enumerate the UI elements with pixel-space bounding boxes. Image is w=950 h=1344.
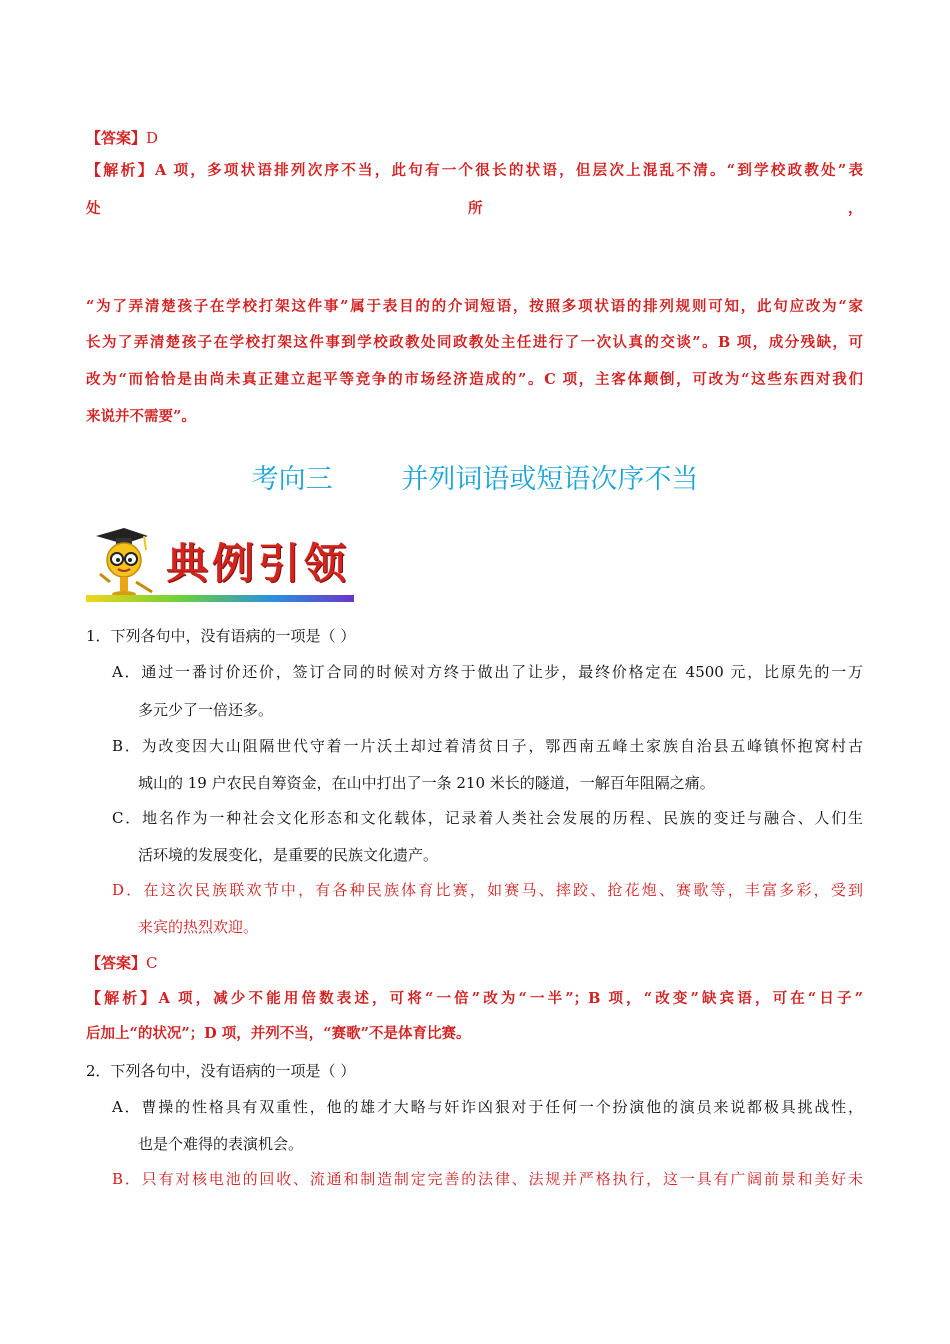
- q1-option-a-line1: A．通过一番讨价还价，签订合同的时候对方终于做出了让步，最终价格定在 4500 元，比原先的一万: [112, 663, 863, 681]
- q1-option-c-line1: C．地名作为一种社会文化形态和文化载体，记录着人类社会发展的历程、民族的变迁与融合、人们生: [112, 809, 863, 827]
- q1-option-b-line1: B．为改变因大山阻隔世代守着一片沃土却过着清贫日子，鄂西南五峰土家族自治县五峰镇怀抱窝村古: [112, 737, 863, 755]
- analysis-body-line: 长为了弄清楚孩子在学校打架这件事到学校政教处同政教处主任进行了一次认真的交谈”。B 项，成分残缺，可: [86, 334, 863, 351]
- banner-title: 典例引领: [166, 539, 351, 588]
- analysis-line-1: [86, 160, 863, 181]
- q1-analysis-line2: 后加上“的状况”；D 项，并列不当，“赛歌”不是体育比赛。: [86, 1025, 471, 1042]
- analysis-body-line: 来说并不需要”。: [86, 408, 196, 425]
- answer-value: D: [146, 129, 159, 147]
- analysis-line-2a: 处: [86, 200, 101, 217]
- q1-answer-tag: 【答案】: [86, 954, 147, 972]
- analysis-tag: 【解析】: [86, 161, 156, 179]
- heading-right: 并列词语或短语次序不当: [401, 464, 699, 495]
- q2-option-a-line1: A．曹操的性格具有双重性，他的雄才大略与奸诈凶狠对于任何一个扮演他的演员来说都极具挑战性，: [112, 1098, 863, 1116]
- analysis-line-2b: 所: [468, 200, 483, 217]
- analysis-text: A 项，多项状语排列次序不当，此句有一个很长的状语，但层次上混乱不清。“到学校政教处”表: [155, 162, 863, 179]
- answer-line: [86, 128, 158, 148]
- analysis-body-line: 改为“而恰恰是由尚未真正建立起平等竞争的市场经济造成的”。C 项，主客体颠倒，可改为“这些东西对我们: [86, 371, 863, 388]
- analysis-line-2c: ，: [848, 200, 863, 217]
- q1-answer-line: [86, 953, 158, 973]
- q1-answer-value: C: [146, 954, 158, 972]
- q1-option-d-line2: 来宾的热烈欢迎。: [138, 918, 259, 936]
- section-heading: [0, 462, 950, 498]
- q2-stem: 2．下列各句中，没有语病的一项是（ ）: [86, 1062, 356, 1080]
- q2-option-b-line1: B．只有对核电池的回收、流通和制造制定完善的法律、法规并严格执行，这一具有广阔前景和美好未: [112, 1170, 863, 1188]
- q1-analysis-line1: [86, 988, 863, 1009]
- banner-underline: [86, 595, 354, 602]
- q2-option-a-line2: 也是个难得的表演机会。: [138, 1135, 304, 1153]
- answer-tag: 【答案】: [86, 129, 147, 147]
- mascot-icon: [86, 522, 166, 600]
- heading-left: 考向三: [251, 464, 333, 495]
- q1-analysis-text: A 项，减少不能用倍数表述，可将“一倍”改为“一半”；B 项，“改变”缺宾语，可在“日子”: [158, 990, 863, 1007]
- q1-analysis-tag: 【解析】: [86, 989, 159, 1007]
- q1-option-c-line2: 活环境的发展变化，是重要的民族文化遗产。: [138, 846, 439, 864]
- q1-option-b-line2: 城山的 19 户农民自筹资金，在山中打出了一条 210 米长的隧道，一解百年阻隔之痛。: [138, 774, 715, 792]
- q1-option-a-line2: 多元少了一倍还多。: [138, 701, 274, 719]
- q1-option-d-line1: D．在这次民族联欢节中，有各种民族体育比赛，如赛马、摔跤、抢花炮、赛歌等，丰富多彩，受到: [112, 881, 863, 899]
- q1-stem: 1．下列各句中，没有语病的一项是（ ）: [86, 627, 356, 645]
- analysis-body-line: “为了弄清楚孩子在学校打架这件事”属于表目的的介词短语，按照多项状语的排列规则可知，此句应改为“家: [86, 298, 863, 315]
- example-banner: [86, 522, 356, 602]
